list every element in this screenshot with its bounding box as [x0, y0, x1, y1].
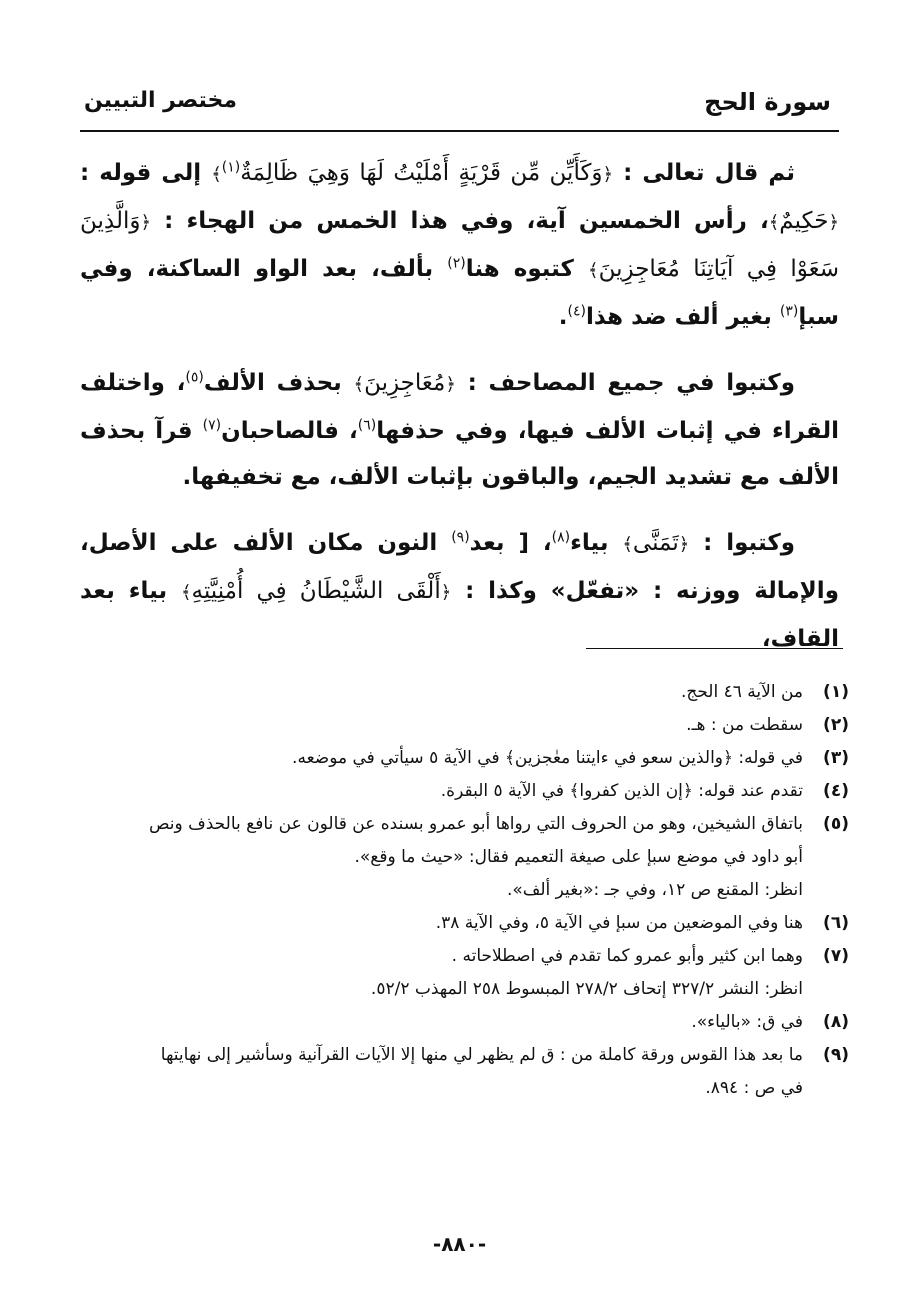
footnote-1 — [80, 676, 849, 709]
quran-verse: مُعَاجِزِينَ — [364, 370, 446, 396]
footnote-ref[interactable]: (٣) — [779, 303, 799, 320]
text: ثم قال تعالى : — [613, 160, 795, 186]
ornate-bracket-open: ﴿ — [440, 582, 452, 603]
paragraph-1 — [80, 150, 839, 340]
text: . — [558, 304, 568, 330]
text: وكتبوا : — [689, 530, 796, 556]
footnote-text: في ص : ٨٩٤. — [705, 1078, 803, 1098]
text: بحذف الألف — [203, 370, 354, 396]
footnote-5 — [80, 808, 849, 907]
book-title: مختصر التبيين — [84, 88, 238, 113]
surah-title: سورة الحج — [704, 88, 831, 116]
footnote-number: (٥) — [823, 814, 849, 834]
footnote-ref[interactable]: (٢) — [447, 255, 466, 272]
text: بغير ألف ضد هذا — [585, 304, 780, 330]
text: كتبوه هنا — [465, 256, 589, 282]
ornate-bracket-open: ﴿ — [678, 534, 690, 555]
footnote-text: في ق: «بالياء». — [691, 1012, 803, 1032]
footnote-ref[interactable]: (٦) — [357, 417, 377, 434]
text: قرآ بحذف الألف مع تشديد الجيم، والباقون بإثبات الألف، مع تخفيفها. — [80, 418, 839, 490]
footnote-text: ما بعد هذا القوس ورقة كاملة من : ق لم يظهر لي منها إلا الآيات القرآنية وسأشير إلى نهايتها — [160, 1045, 803, 1065]
footnote-text: تقدم عند قوله: ﴿إن الذين كفروا﴾ في الآية ٥ البقرة. — [440, 781, 803, 801]
ornate-bracket-open: ﴿ — [140, 212, 152, 233]
footnote-number: (١) — [823, 682, 849, 702]
footnote-ref[interactable]: (٧) — [202, 417, 222, 434]
page-number: -٨٨٠- — [432, 1232, 487, 1256]
main-text — [80, 150, 839, 682]
text: ، رأس الخمسين آية، وفي هذا الخمس من الهجاء : — [151, 208, 769, 234]
footnote-text: انظر: المقنع ص ١٢، وفي جـ :«بغير ألف». — [506, 880, 803, 900]
footnote-number: (٦) — [823, 913, 849, 933]
text: بياء — [570, 530, 623, 556]
footnote-text: من الآية ٤٦ الحج. — [680, 682, 803, 702]
footnote-ref[interactable]: (١) — [221, 159, 241, 176]
footnote-ref[interactable]: (٥) — [185, 369, 204, 386]
ornate-bracket-open: ﴿ — [828, 212, 839, 233]
paragraph-3 — [80, 520, 839, 662]
footnote-6 — [80, 907, 849, 940]
footnote-ref[interactable]: (٩) — [451, 529, 470, 546]
ornate-bracket-close: ﴾ — [588, 260, 599, 281]
ornate-bracket-open: ﴿ — [602, 164, 614, 185]
text: بألف، بعد الواو الساكنة، وفي سبإ — [80, 256, 839, 330]
ornate-bracket-close: ﴾ — [353, 374, 365, 395]
running-header — [80, 82, 839, 124]
footnote-text: باتفاق الشيخين، وهو من الحروف التي رواها أبو عمرو بسنده عن قالون عن نافع بالحذف ونص — [148, 814, 803, 834]
footnote-8 — [80, 1006, 849, 1039]
footnote-9 — [80, 1039, 849, 1105]
footnote-rule — [586, 648, 843, 649]
footnote-7 — [80, 940, 849, 1006]
text: إلى قوله : — [80, 160, 212, 186]
footnote-number: (٧) — [823, 946, 849, 966]
text: بياء بعد القاف، — [80, 578, 839, 652]
text: وكتبوا في جميع المصاحف : — [455, 370, 795, 396]
quran-verse: وَالَّذِينَ سَعَوْا فِي آيَاتِنَا مُعَاجِزِينَ — [80, 208, 840, 282]
footnote-ref[interactable]: (٤) — [567, 303, 586, 320]
ornate-bracket-close: ﴾ — [180, 582, 192, 603]
ornate-bracket-close: ﴾ — [768, 212, 780, 233]
footnote-3 — [80, 742, 849, 775]
quran-verse: وَكَأَيِّن مِّن قَرْيَةٍ أَمْلَيْتُ لَهَا وَهِيَ ظَالِمَةٌ — [240, 160, 603, 186]
footnote-text: انظر: النشر ٣٢٧/٢ إتحاف ٢٧٨/٢ المبسوط ٢٥٨ المهذب ٥٢/٢. — [370, 979, 803, 999]
footnote-number: (٢) — [823, 715, 849, 735]
quran-verse: أَلْقَى الشَّيْطَانُ فِي أُمْنِيَّتِهِ — [191, 578, 441, 604]
ornate-bracket-open: ﴿ — [445, 374, 456, 395]
footnote-text: هنا وفي الموضعين من سبإ في الآية ٥، وفي الآية ٣٨. — [435, 913, 803, 933]
footnotes — [80, 676, 849, 1105]
footnote-number: (٩) — [823, 1045, 849, 1065]
footnote-number: (٣) — [823, 748, 849, 768]
footnote-4 — [80, 775, 849, 808]
footnote-number: (٨) — [823, 1012, 849, 1032]
footnote-text: سقطت من : هـ. — [686, 715, 803, 735]
paragraph-2 — [80, 360, 839, 500]
ornate-bracket-close: ﴾ — [622, 534, 633, 555]
footnote-text: في قوله: ﴿والذين سعو في ءايتنا معٰجزين﴾ في الآية ٥ سيأتي في موضعه. — [292, 748, 803, 768]
text: ، فالصاحبان — [221, 418, 358, 444]
footnote-ref[interactable]: (٨) — [551, 529, 571, 546]
text: ، واختلف القراء في إثبات الألف فيها، وفي حذفها — [80, 370, 840, 444]
quran-verse: تَمَنَّى — [632, 530, 679, 556]
text: النون مكان الألف على الأصل، والإمالة ووزنه : «تفعّل» وكذا : — [80, 530, 839, 604]
footnote-text: أبو داود في موضع سبإ على صيغة التعميم فقال: «حيث ما وقع». — [354, 847, 803, 867]
footnote-number: (٤) — [823, 781, 849, 801]
quran-verse: حَكِيمٌ — [779, 208, 829, 234]
ornate-bracket-close: ﴾ — [211, 164, 222, 185]
text: ، [ بعد — [469, 530, 552, 556]
footnote-2 — [80, 709, 849, 742]
header-rule — [80, 130, 839, 132]
footnote-text: وهما ابن كثير وأبو عمرو كما تقدم في اصطلاحاته . — [451, 946, 803, 966]
